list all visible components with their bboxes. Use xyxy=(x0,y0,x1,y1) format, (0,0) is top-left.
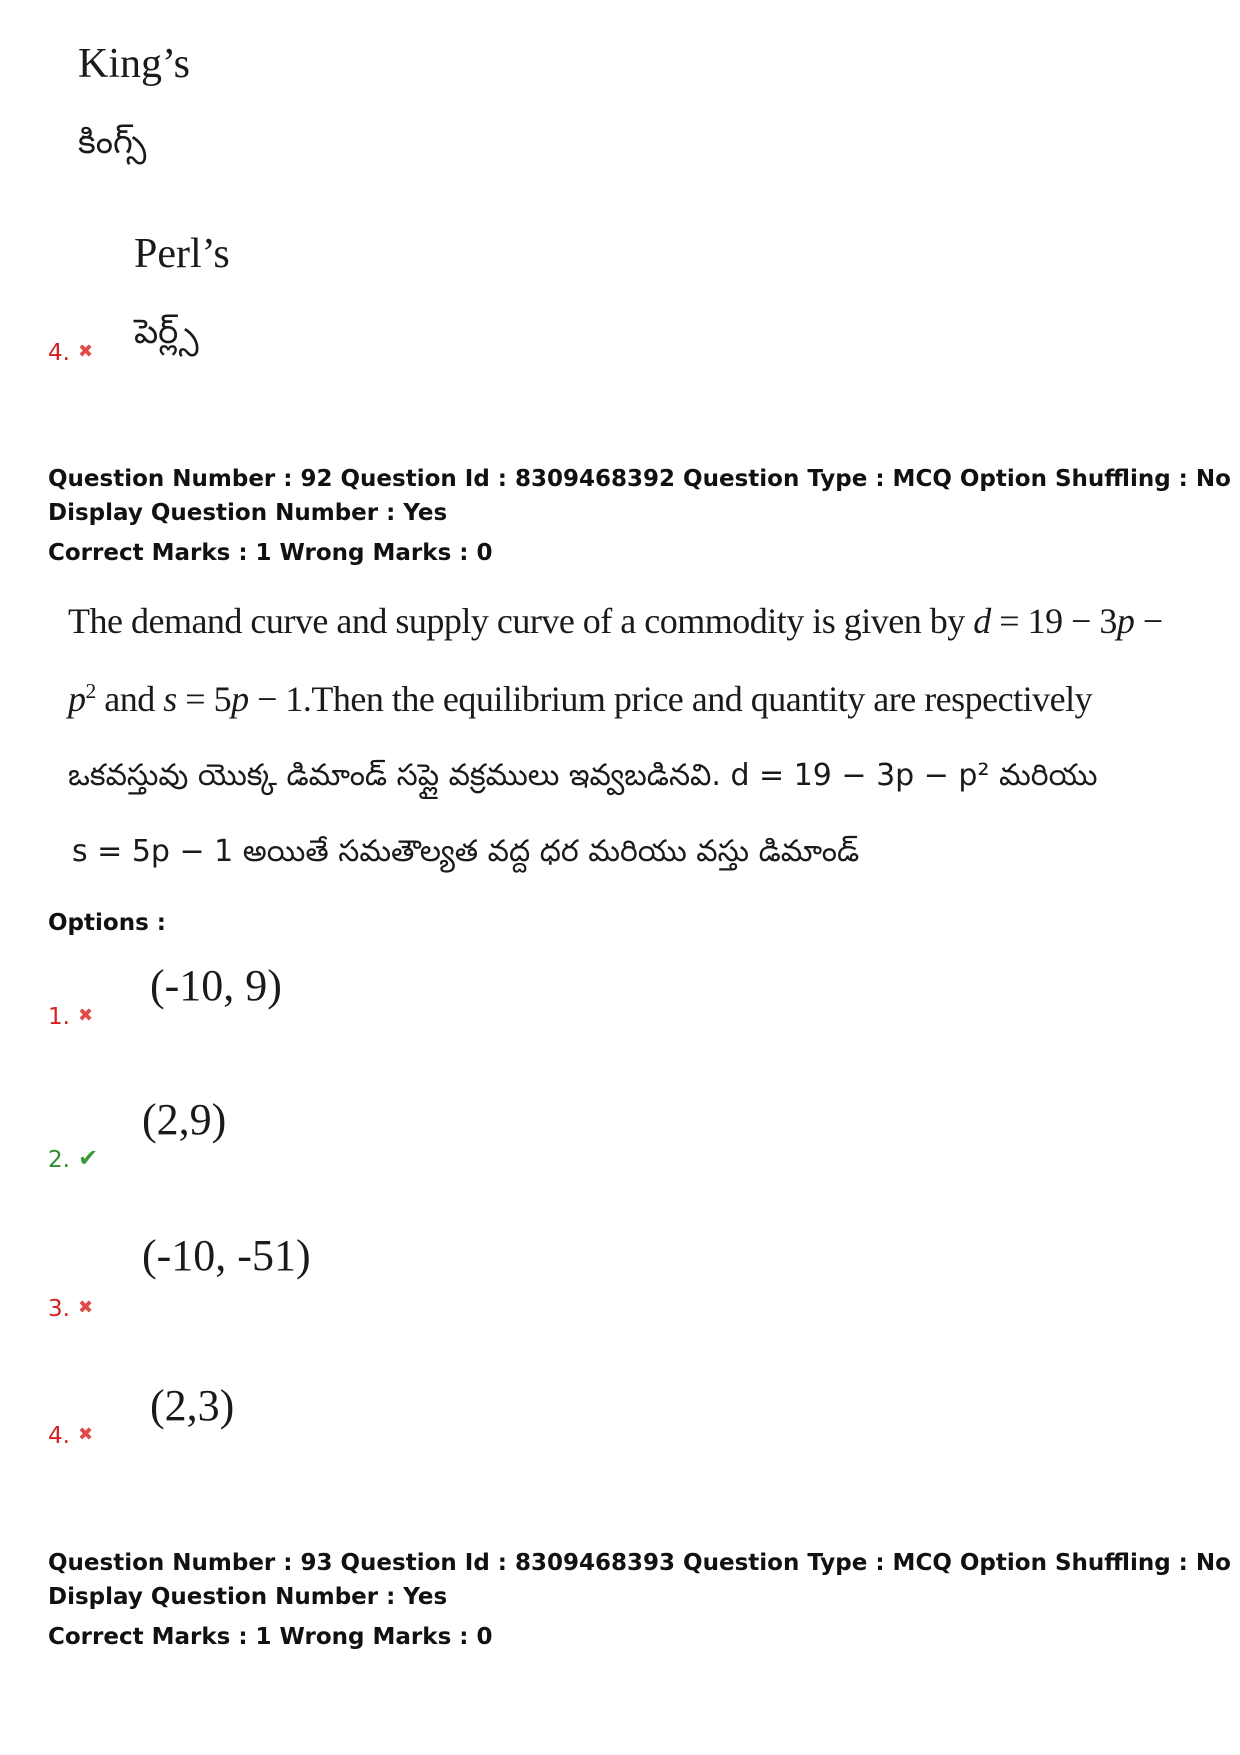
option-2-label xyxy=(48,1144,98,1173)
question-text-telugu-line2: s = 5p − 1 అయితే సమతౌల్యత వద్ద ధర మరియు వస్తు డిమాండ్ xyxy=(72,834,860,869)
question-text: − 1.Then the equilibrium price and quantity are respectively xyxy=(248,679,1093,719)
option-1-value: (-10, 9) xyxy=(150,961,282,1010)
variable-p: p xyxy=(231,679,249,719)
question-text-telugu-line1: ఒకవస్తువు యొక్క డిమాండ్ సప్లై వక్రములు ఇవ్వబడినవి. d = 19 − 3p − p² మరియు xyxy=(68,758,1098,793)
options-label: Options : xyxy=(48,910,166,936)
option-4-value: (2,3) xyxy=(150,1381,235,1430)
question-text: and xyxy=(95,679,164,719)
question-text-line1 xyxy=(68,600,1163,642)
variable-p: p xyxy=(1116,601,1135,641)
option-number: 4. xyxy=(48,340,70,366)
prev-option4-english: Perl’s xyxy=(134,231,230,277)
prev-option4-telugu: పెర్ల్స్ xyxy=(134,312,199,352)
option-number: 4. xyxy=(48,1423,70,1449)
equation-part: = 19 − 3 xyxy=(990,601,1117,641)
option-number: 1. xyxy=(48,1004,70,1030)
equation-part: = 5 xyxy=(176,679,232,719)
equation-part: − xyxy=(1134,601,1163,641)
cross-icon: ✖ xyxy=(77,341,94,362)
check-icon: ✔ xyxy=(77,1144,99,1172)
option-1-label xyxy=(48,1004,93,1030)
option-4-label xyxy=(48,1423,93,1449)
variable-p: p xyxy=(68,679,86,719)
variable-s: s xyxy=(163,679,177,719)
question-text-line2 xyxy=(68,678,1092,720)
question-meta-line2: Display Question Number : Yes xyxy=(48,1584,448,1610)
variable-d: d xyxy=(973,601,991,641)
option-3-value: (-10, -51) xyxy=(142,1231,311,1280)
prev-option3-english: King’s xyxy=(78,41,191,87)
option-number: 2. xyxy=(48,1147,70,1173)
question-text: The demand curve and supply curve of a commodity is given by xyxy=(68,601,974,641)
option-2-value: (2,9) xyxy=(142,1095,227,1144)
question-92-meta xyxy=(48,462,1231,530)
question-93-meta xyxy=(48,1546,1231,1614)
option-number: 3. xyxy=(48,1296,70,1322)
question-93-marks: Correct Marks : 1 Wrong Marks : 0 xyxy=(48,1624,493,1650)
question-meta-line1: Question Number : 92 Question Id : 8309468392 Question Type : MCQ Option Shuffling : No xyxy=(48,466,1231,492)
exponent: 2 xyxy=(85,679,96,703)
question-meta-line2: Display Question Number : Yes xyxy=(48,500,448,526)
option-3-label xyxy=(48,1296,93,1322)
prev-option4-label xyxy=(48,340,93,366)
cross-icon: ✖ xyxy=(77,1424,94,1445)
question-meta-line1: Question Number : 93 Question Id : 8309468393 Question Type : MCQ Option Shuffling : No xyxy=(48,1550,1231,1576)
cross-icon: ✖ xyxy=(77,1005,94,1026)
cross-icon: ✖ xyxy=(77,1297,94,1318)
question-92-marks: Correct Marks : 1 Wrong Marks : 0 xyxy=(48,540,493,566)
prev-option3-telugu: కింగ్స్ xyxy=(78,122,147,162)
